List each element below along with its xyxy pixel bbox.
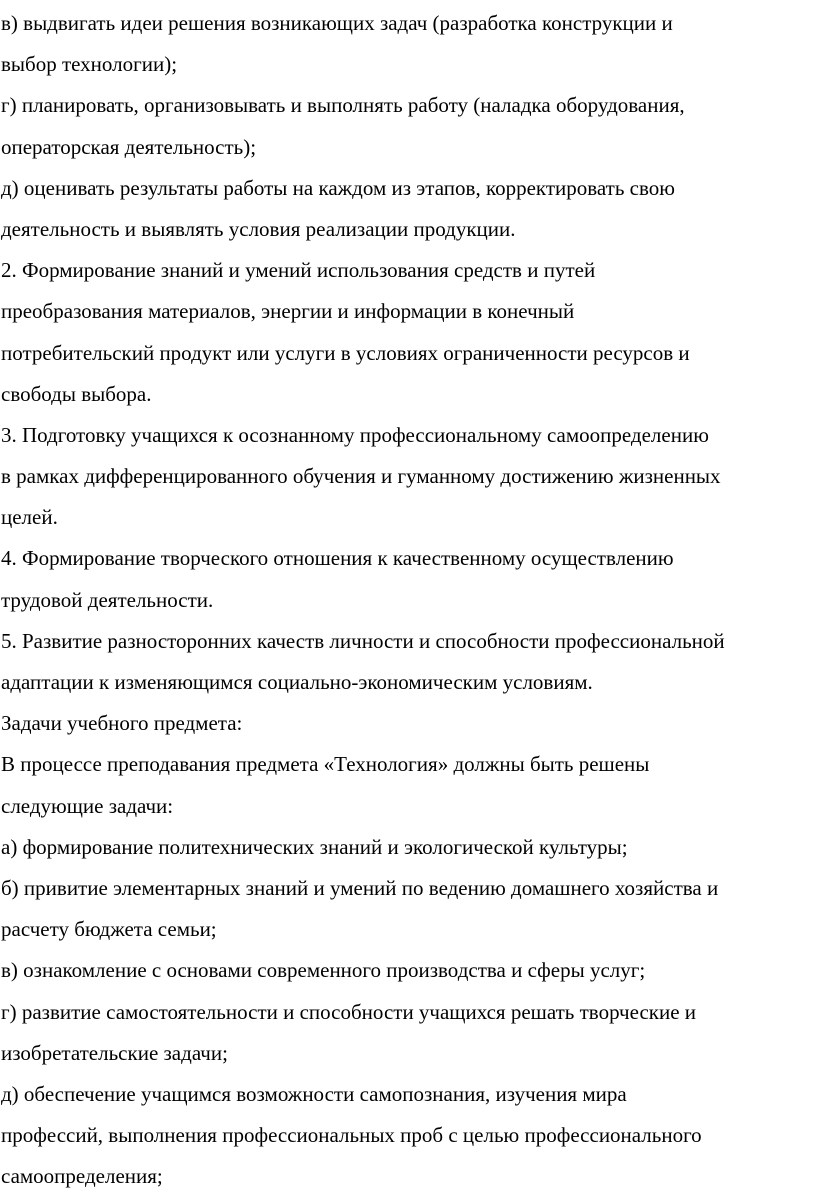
text-line: изобретательские задачи; xyxy=(1,1040,228,1065)
text-line: свободы выбора. xyxy=(1,381,152,406)
text-line: преобразования материалов, энергии и информации в конечный xyxy=(1,299,575,324)
text-line: г) планировать, организовывать и выполнять работу (наладка оборудования, xyxy=(1,93,685,118)
text-line: следующие задачи: xyxy=(1,793,174,818)
text-line: целей. xyxy=(1,505,58,530)
text-line: адаптации к изменяющимся социально-экономическим условиям. xyxy=(1,670,593,694)
text-line: в) ознакомление с основами современного производства и сферы услуг; xyxy=(1,958,646,983)
text-line: 2. Формирование знаний и умений использования средств и путей xyxy=(1,258,596,283)
text-line: трудовой деятельности. xyxy=(1,587,214,612)
text-line: выбор технологии); xyxy=(1,52,178,77)
text-line: расчету бюджета семьи; xyxy=(1,917,217,942)
text-line: 4. Формирование творческого отношения к качественному осуществлению xyxy=(1,546,674,571)
text-line: 5. Развитие разносторонних качеств личности и способности профессиональной xyxy=(1,628,725,653)
text-line: в рамках дифференцированного обучения и гуманному достижению жизненных xyxy=(1,464,721,489)
section-heading: Задачи учебного предмета: xyxy=(1,711,243,736)
text-line: д) обеспечение учащимся возможности самопознания, изучения мира xyxy=(1,1081,627,1106)
text-line: а) формирование политехнических знаний и экологической культуры; xyxy=(1,834,628,859)
text-line: г) развитие самостоятельности и способности учащихся решать творческие и xyxy=(1,999,697,1024)
text-line: профессий, выполнения профессиональных проб с целью профессионального xyxy=(1,1123,702,1148)
text-line: самоопределения; xyxy=(1,1164,163,1189)
text-line: 3. Подготовку учащихся к осознанному профессиональному самоопределению xyxy=(1,422,709,447)
text-line: операторская деятельность); xyxy=(1,134,257,159)
text-line: В процессе преподавания предмета «Технология» должны быть решены xyxy=(1,752,650,777)
text-line: в) выдвигать идеи решения возникающих задач (разработка конструкции и xyxy=(1,11,673,35)
text-line: потребительский продукт или услуги в условиях ограниченности ресурсов и xyxy=(1,340,690,365)
text-line: д) оценивать результаты работы на каждом из этапов, корректировать свою xyxy=(1,175,675,200)
text-line: б) привитие элементарных знаний и умений по ведению домашнего хозяйства и xyxy=(1,875,719,900)
text-line: деятельность и выявлять условия реализации продукции. xyxy=(1,216,516,241)
